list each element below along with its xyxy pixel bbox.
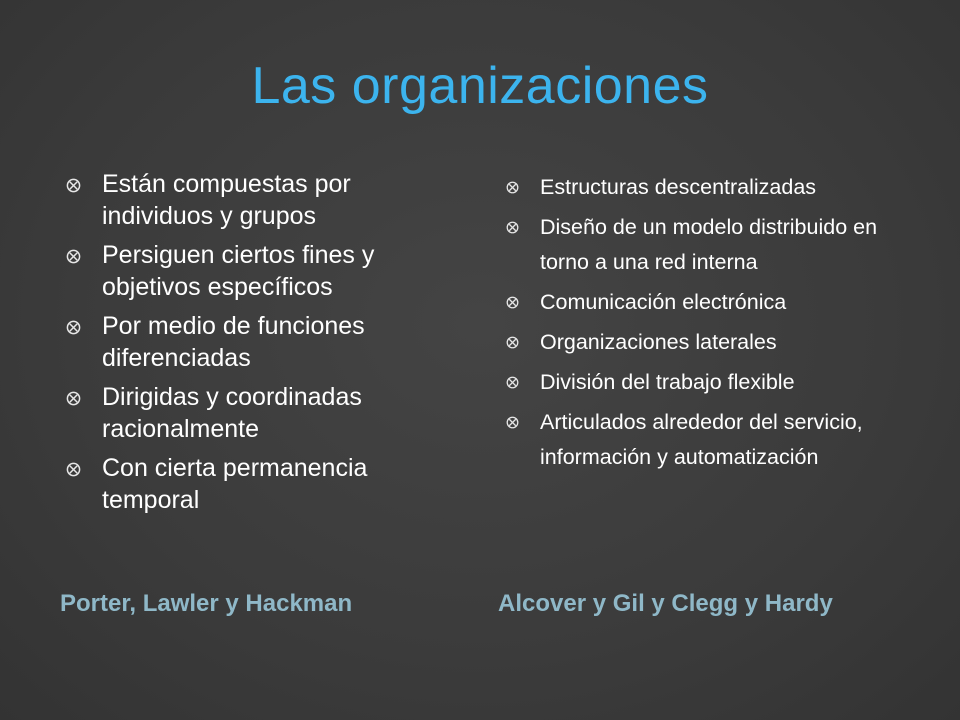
circled-cross-icon — [506, 416, 519, 429]
list-item-text: Por medio de funciones diferenciadas — [102, 312, 365, 372]
list-item — [506, 405, 906, 475]
list-item — [506, 210, 906, 280]
caption-right: Alcover y Gil y Clegg y Hardy — [498, 590, 833, 617]
list-item — [506, 325, 906, 360]
list-item-text: Articulados alrededor del servicio, información y automatización — [540, 410, 863, 469]
circled-cross-icon — [66, 391, 81, 406]
list-item — [66, 239, 466, 303]
list-item-text: Con cierta permanencia temporal — [102, 454, 368, 514]
list-item-text: Están compuestas por individuos y grupos — [102, 170, 351, 230]
circled-cross-icon — [506, 336, 519, 349]
list-item — [66, 310, 466, 374]
circled-cross-icon — [506, 181, 519, 194]
circled-cross-icon — [66, 249, 81, 264]
list-item-text: Estructuras descentralizadas — [540, 175, 817, 199]
right-bullet-list — [506, 170, 906, 480]
list-item — [506, 285, 906, 320]
caption-left: Porter, Lawler y Hackman — [60, 590, 353, 617]
list-item — [66, 381, 466, 445]
list-item — [506, 170, 906, 205]
list-item-text: División del trabajo flexible — [540, 370, 795, 394]
list-item-text: Organizaciones laterales — [540, 330, 777, 354]
list-item — [506, 365, 906, 400]
circled-cross-icon — [506, 221, 519, 234]
list-item — [66, 168, 466, 232]
slide-title: Las organizaciones — [251, 57, 709, 115]
list-item-text: Comunicación electrónica — [540, 290, 787, 314]
circled-cross-icon — [66, 178, 81, 193]
list-item-text: Diseño de un modelo distribuido en torno a una red interna — [540, 215, 878, 274]
list-item-text: Dirigidas y coordinadas racionalmente — [102, 383, 362, 443]
circled-cross-icon — [66, 462, 81, 477]
circled-cross-icon — [506, 376, 519, 389]
left-bullet-list — [66, 168, 466, 523]
circled-cross-icon — [66, 320, 81, 335]
list-item-text: Persiguen ciertos fines y objetivos específicos — [102, 241, 375, 301]
circled-cross-icon — [506, 296, 519, 309]
list-item — [66, 452, 466, 516]
